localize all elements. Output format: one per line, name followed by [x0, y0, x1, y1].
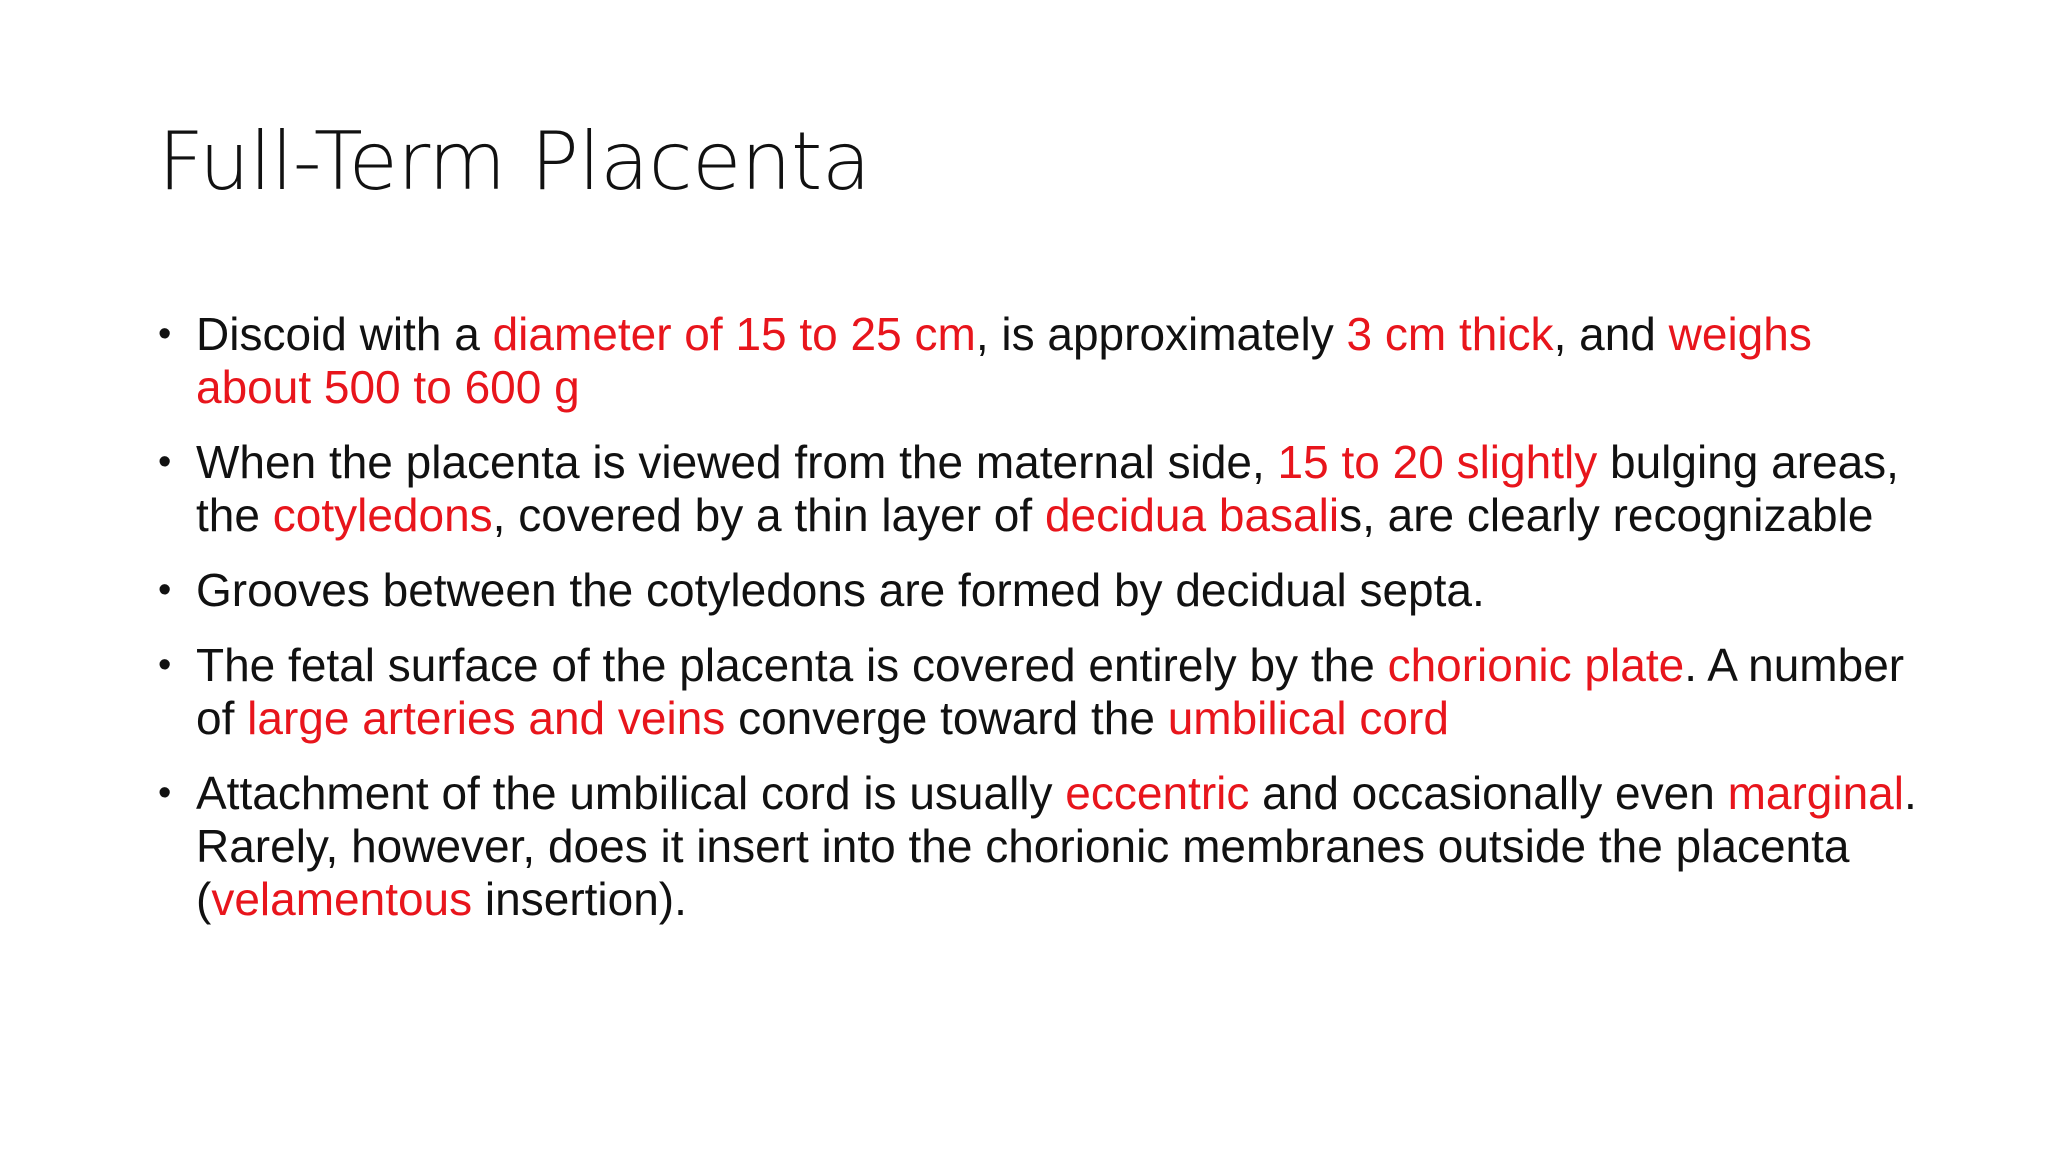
emphasized-text: 15 to 20 slightly: [1277, 436, 1598, 488]
emphasized-text: velamentous: [211, 873, 473, 925]
bullet-dot-icon: •: [158, 644, 172, 686]
emphasized-text: chorionic plate: [1387, 639, 1685, 691]
bullet-dot-icon: •: [158, 313, 172, 355]
body-text: , covered by a thin layer of: [492, 489, 1045, 541]
emphasized-text: umbilical cord: [1167, 692, 1449, 744]
body-text: bulging areas, the: [196, 436, 1899, 541]
bullet-item: [158, 639, 1918, 745]
emphasized-text: eccentric: [1065, 767, 1250, 819]
bullet-item: [158, 564, 1918, 617]
body-text: Discoid with a: [196, 308, 493, 360]
bullet-list: [158, 308, 1918, 948]
bullet-item: [158, 436, 1918, 542]
slide-title: Full-Term Placenta: [158, 115, 871, 208]
bullet-dot-icon: •: [158, 569, 172, 611]
bullet-item: [158, 308, 1918, 414]
emphasized-text: decidua basali: [1044, 489, 1340, 541]
body-text: . Rarely, however, does it insert into the chorionic membranes outside the placenta (: [196, 767, 1917, 925]
emphasized-text: large arteries and veins: [247, 692, 726, 744]
emphasized-text: diameter of 15 to 25 cm: [492, 308, 976, 360]
emphasized-text: marginal: [1727, 767, 1904, 819]
bullet-dot-icon: •: [158, 772, 172, 814]
body-text: Attachment of the umbilical cord is usually: [196, 767, 1066, 819]
bullet-item: [158, 767, 1918, 926]
emphasized-text: weighs about 500 to 600 g: [196, 308, 1812, 413]
body-text: . A number of: [196, 639, 1905, 744]
body-text: insertion).: [472, 873, 687, 925]
body-text: converge toward the: [725, 692, 1168, 744]
body-text: , is approximately: [975, 308, 1347, 360]
emphasized-text: 3 cm thick: [1346, 308, 1554, 360]
body-text: When the placenta is viewed from the maternal side,: [196, 436, 1278, 488]
body-text: The fetal surface of the placenta is covered entirely by the: [196, 639, 1388, 691]
body-text: Grooves between the cotyledons are formed by decidual septa.: [196, 564, 1485, 616]
body-text: s, are clearly recognizable: [1339, 489, 1874, 541]
emphasized-text: cotyledons: [272, 489, 493, 541]
body-text: and occasionally even: [1249, 767, 1728, 819]
bullet-dot-icon: •: [158, 441, 172, 483]
body-text: , and: [1553, 308, 1669, 360]
